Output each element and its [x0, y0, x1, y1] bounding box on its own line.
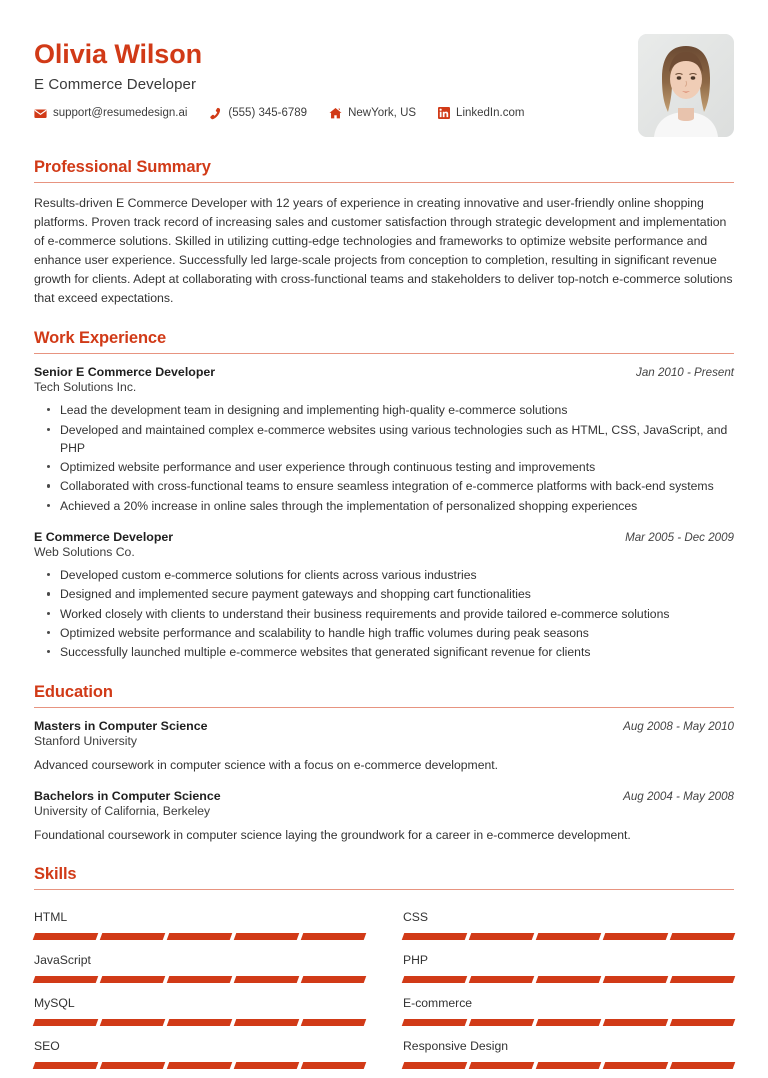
skill-level-segment	[100, 933, 166, 940]
candidate-job-title: E Commerce Developer	[34, 75, 197, 93]
skill-name: E-commerce	[403, 996, 473, 1011]
skill-item	[403, 944, 734, 987]
experience-bullets	[34, 401, 734, 515]
section-divider	[34, 182, 734, 183]
skill-name: HTML	[34, 910, 68, 925]
skill-name: CSS	[403, 910, 429, 925]
skill-level-bar	[403, 1019, 734, 1026]
experience-date: Jan 2010 - Present	[636, 366, 734, 380]
section-skills	[34, 865, 734, 1073]
envelope-icon	[34, 107, 47, 120]
education-entry	[34, 789, 734, 844]
contact-linkedin[interactable]	[438, 107, 524, 119]
skill-level-segment	[33, 1062, 99, 1069]
section-title-skills: Skills	[34, 865, 77, 884]
skill-level-bar	[34, 1019, 365, 1026]
education-entry-head	[34, 719, 734, 733]
section-title-experience: Work Experience	[34, 329, 167, 348]
skill-level-segment	[603, 1019, 669, 1026]
contact-list	[34, 107, 546, 120]
skill-item	[34, 901, 365, 944]
skill-level-segment	[167, 1062, 233, 1069]
skill-item	[34, 987, 365, 1030]
education-date: Aug 2004 - May 2008	[623, 789, 734, 803]
skill-level-segment	[301, 1019, 367, 1026]
skill-level-segment	[402, 933, 468, 940]
home-icon	[329, 107, 342, 120]
skill-level-segment	[33, 976, 99, 983]
skill-name: JavaScript	[34, 953, 91, 968]
list-item: Developed and maintained complex e-commerce websites using various technologies such as HTML, CSS, JavaScript, and PHP	[60, 421, 734, 458]
education-entry	[34, 719, 734, 774]
skill-level-segment	[234, 1019, 300, 1026]
education-degree: Bachelors in Computer Science	[34, 788, 221, 803]
skill-level-segment	[234, 976, 300, 983]
section-divider	[34, 353, 734, 354]
skill-item	[403, 1030, 734, 1073]
skill-level-segment	[536, 1019, 602, 1026]
skill-level-segment	[167, 933, 233, 940]
skill-item	[403, 901, 734, 944]
contact-email-label: support@resumedesign.ai	[53, 107, 188, 120]
skill-item	[34, 944, 365, 987]
skill-level-segment	[536, 976, 602, 983]
section-work-experience	[34, 329, 734, 661]
education-description: Foundational coursework in computer science laying the groundwork for a career in e-commerce development.	[34, 827, 631, 842]
candidate-name: Olivia Wilson	[34, 39, 202, 69]
section-education	[34, 683, 734, 845]
skill-level-segment	[536, 1062, 602, 1069]
skill-level-segment	[670, 976, 736, 983]
list-item: Lead the development team in designing and implementing high-quality e-commerce solutions	[60, 401, 734, 419]
contact-linkedin-label: LinkedIn.com	[456, 107, 525, 120]
list-item: Developed custom e-commerce solutions for clients across various industries	[60, 566, 734, 584]
skill-level-bar	[403, 1062, 734, 1069]
skill-level-segment	[167, 976, 233, 983]
skill-item	[34, 1030, 365, 1073]
contact-location-label: NewYork, US	[348, 107, 417, 120]
skill-level-segment	[670, 933, 736, 940]
section-title-education: Education	[34, 682, 113, 701]
contact-phone-label: (555) 345-6789	[228, 107, 308, 120]
education-school: Stanford University	[34, 733, 137, 748]
skill-level-segment	[100, 976, 166, 983]
experience-organization: Tech Solutions Inc.	[34, 380, 137, 395]
list-item: Achieved a 20% increase in online sales through the implementation of personalized shopping experiences	[60, 497, 734, 515]
skill-level-segment	[469, 1019, 535, 1026]
contact-phone[interactable]	[209, 107, 307, 120]
experience-role: Senior E Commerce Developer	[34, 365, 216, 380]
skill-level-segment	[100, 1062, 166, 1069]
skill-level-segment	[301, 976, 367, 983]
section-divider	[34, 889, 734, 890]
header-identity	[34, 34, 546, 120]
skill-name: MySQL	[34, 996, 75, 1011]
experience-organization: Web Solutions Co.	[34, 545, 135, 560]
skill-name: PHP	[403, 953, 429, 968]
skill-level-segment	[167, 1019, 233, 1026]
skill-level-segment	[603, 933, 669, 940]
experience-entry-head	[34, 530, 734, 544]
experience-entry-head	[34, 365, 734, 379]
phone-icon	[209, 107, 222, 120]
skill-level-segment	[469, 933, 535, 940]
skill-name: SEO	[34, 1039, 60, 1054]
resume-header	[34, 34, 734, 137]
skill-level-segment	[234, 933, 300, 940]
skill-level-segment	[670, 1019, 736, 1026]
experience-entry	[34, 530, 734, 661]
education-degree: Masters in Computer Science	[34, 718, 208, 733]
experience-bullets	[34, 566, 734, 661]
experience-role: E Commerce Developer	[34, 530, 174, 545]
list-item: Designed and implemented secure payment gateways and shopping cart functionalities	[60, 585, 734, 603]
education-entry-head	[34, 789, 734, 803]
skill-level-segment	[402, 976, 468, 983]
section-professional-summary	[34, 158, 734, 308]
skill-level-segment	[469, 976, 535, 983]
skill-level-segment	[100, 1019, 166, 1026]
education-date: Aug 2008 - May 2010	[623, 719, 734, 733]
skills-grid	[34, 901, 734, 1073]
skill-level-bar	[34, 976, 365, 983]
contact-location[interactable]	[329, 107, 416, 120]
skill-level-bar	[403, 933, 734, 940]
skill-level-segment	[301, 933, 367, 940]
skill-level-segment	[670, 1062, 736, 1069]
skill-level-segment	[603, 976, 669, 983]
experience-date: Mar 2005 - Dec 2009	[625, 531, 734, 545]
skill-level-segment	[536, 933, 602, 940]
skill-level-segment	[301, 1062, 367, 1069]
list-item: Optimized website performance and scalability to handle high traffic volumes during peak seasons	[60, 624, 734, 642]
skill-level-bar	[403, 976, 734, 983]
section-divider	[34, 707, 734, 708]
education-school: University of California, Berkeley	[34, 803, 211, 818]
skill-level-segment	[469, 1062, 535, 1069]
list-item: Collaborated with cross-functional teams to ensure seamless integration of e-commerce platforms with back-end systems	[60, 477, 734, 495]
skill-level-bar	[34, 1062, 365, 1069]
skill-item	[403, 987, 734, 1030]
list-item: Optimized website performance and user experience through continuous testing and improvements	[60, 458, 734, 476]
skill-level-segment	[402, 1019, 468, 1026]
linkedin-icon	[438, 107, 450, 119]
contact-email[interactable]	[34, 107, 187, 120]
skill-level-segment	[33, 1019, 99, 1026]
skill-level-segment	[234, 1062, 300, 1069]
section-title-summary: Professional Summary	[34, 158, 211, 176]
list-item: Worked closely with clients to understand their business requirements and provide tailored e-commerce solutions	[60, 605, 734, 623]
list-item: Successfully launched multiple e-commerce websites that generated significant revenue for clients	[60, 643, 734, 661]
experience-entry	[34, 365, 734, 515]
profile-photo	[638, 34, 734, 137]
skill-level-segment	[33, 933, 99, 940]
education-description: Advanced coursework in computer science with a focus on e-commerce development.	[34, 757, 499, 772]
skill-level-segment	[402, 1062, 468, 1069]
skill-level-bar	[34, 933, 365, 940]
skill-level-segment	[603, 1062, 669, 1069]
skill-name: Responsive Design	[403, 1039, 509, 1054]
summary-text: Results-driven E Commerce Developer with 12 years of experience in creating innovative and user-friendly online shopping platforms. Proven track record of increasing sales and customer satisfaction through strategic development and implementation of e-commerce solutions. Skilled in utilizing cutting-edge technologies and frameworks to optimize website performance and enhance user experience. Successfully led large-scale projects from conception to completion, resulting in significant revenue growth for clients. Adept at collaborating with cross-functional teams and stakeholders to deliver top-notch e-commerce solutions that exceed expectations.	[34, 196, 733, 306]
